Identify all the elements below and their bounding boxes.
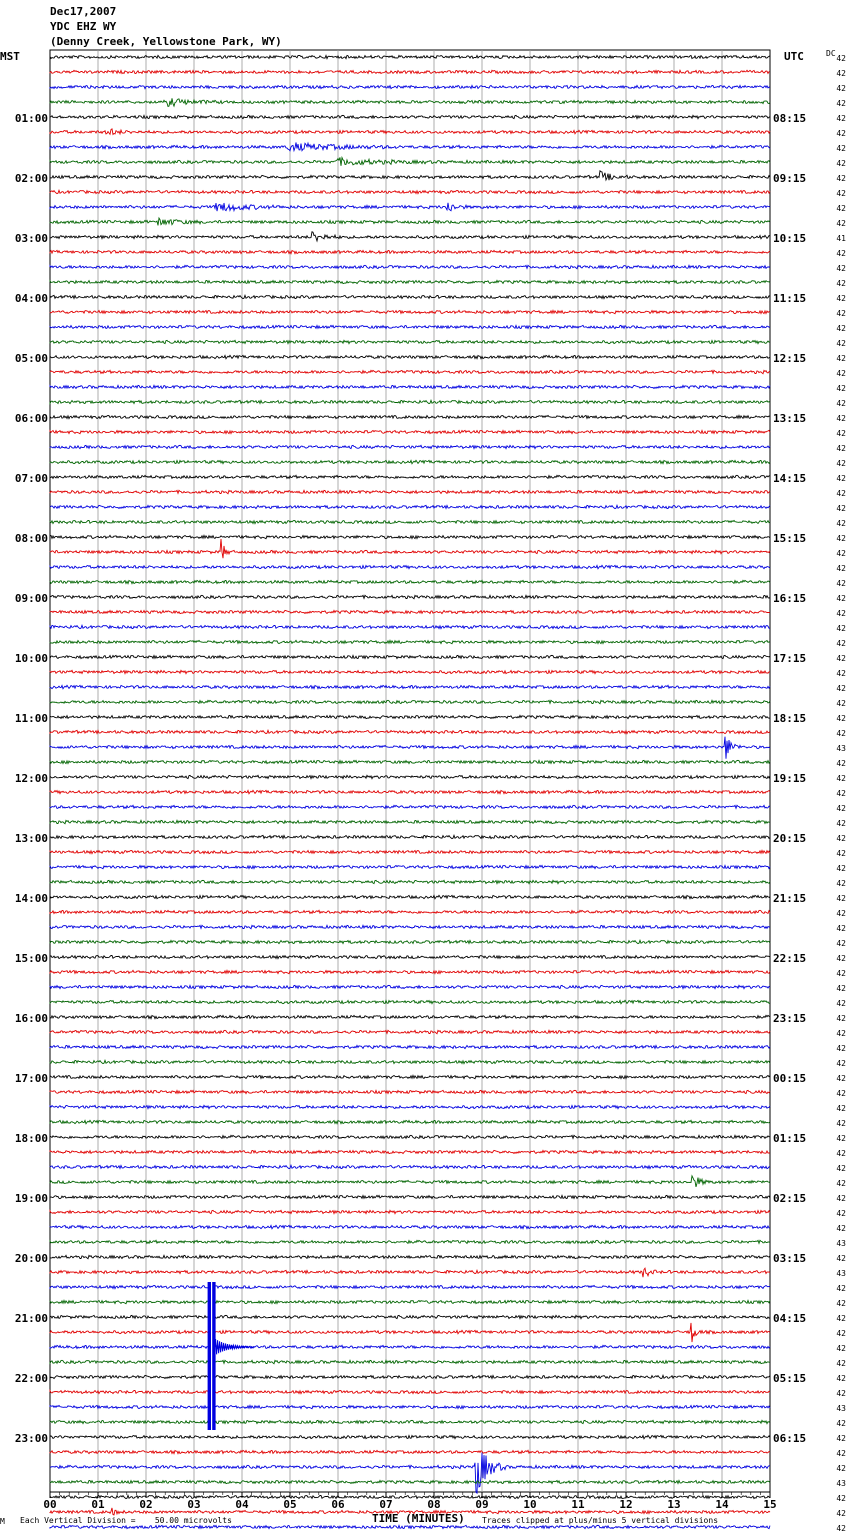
mst-hour-label: 14:00: [14, 892, 48, 905]
trace-line: [50, 955, 770, 958]
trace-line: [50, 115, 770, 118]
utc-hour-label: 09:15: [773, 172, 807, 185]
trace-line: [50, 1480, 770, 1483]
dc-offset-label: 42: [836, 174, 846, 183]
trace-line: [50, 760, 770, 763]
trace-line: [50, 820, 770, 823]
trace-line: [50, 1268, 770, 1277]
utc-hour-label: 22:15: [773, 952, 807, 965]
mst-hour-label: 09:00: [14, 592, 48, 605]
utc-hour-label: 08:15: [773, 112, 807, 125]
dc-offset-label: 42: [836, 729, 846, 738]
dc-offset-label: 42: [836, 249, 846, 258]
dc-offset-label: 42: [836, 369, 846, 378]
dc-offset-label: 42: [836, 1059, 846, 1068]
trace-line: [50, 640, 770, 643]
trace-line: [50, 325, 770, 328]
trace-line: [50, 1453, 770, 1493]
header-station: YDC EHZ WY: [50, 20, 117, 33]
dc-offset-label: 42: [836, 159, 846, 168]
trace-line: [50, 280, 770, 283]
mst-hour-label: 11:00: [14, 712, 48, 725]
trace-line: [50, 910, 770, 913]
trace-line: [50, 86, 770, 89]
dc-offset-label: 42: [836, 1494, 846, 1503]
trace-line: [50, 670, 770, 673]
dc-offset-label: 42: [836, 1509, 846, 1518]
trace-line: [50, 1225, 770, 1228]
dc-offset-label: 43: [836, 1239, 846, 1248]
header-date: Dec17,2007: [50, 5, 117, 18]
trace-line: [50, 490, 770, 493]
trace-line: [50, 505, 770, 508]
dc-offset-label: 42: [836, 1464, 846, 1473]
trace-line: [50, 355, 770, 358]
x-tick-label: 03: [187, 1498, 201, 1511]
mst-hour-label: 13:00: [14, 832, 48, 845]
trace-line: [50, 232, 770, 241]
trace-line: [50, 70, 770, 73]
trace-line: [50, 685, 770, 688]
dc-offset-label: 42: [836, 1194, 846, 1203]
trace-line: [50, 1075, 770, 1078]
dc-offset-label: 42: [836, 609, 846, 618]
mst-hour-label: 15:00: [14, 952, 48, 965]
trace-line: [50, 565, 770, 568]
dc-offset-label: 42: [836, 354, 846, 363]
dc-offset-label: 42: [836, 924, 846, 933]
trace-line: [50, 415, 770, 418]
x-tick-label: 00: [43, 1498, 57, 1511]
right-timezone-label: UTC: [784, 50, 804, 63]
trace-line: [50, 655, 770, 658]
mst-hour-label: 12:00: [14, 772, 48, 785]
trace-line: [50, 142, 770, 150]
utc-hour-label: 02:15: [773, 1192, 807, 1205]
trace-line: [50, 460, 770, 463]
dc-offset-label: 42: [836, 999, 846, 1008]
dc-offset-label: 42: [836, 834, 846, 843]
trace-line: [50, 400, 770, 403]
dc-offset-label: 42: [836, 1254, 846, 1263]
trace-line: [50, 1315, 770, 1318]
trace-line: [50, 880, 770, 883]
dc-offset-label: 42: [836, 1389, 846, 1398]
trace-line: [50, 715, 770, 718]
x-tick-label: 02: [139, 1498, 153, 1511]
dc-offset-label: 42: [836, 864, 846, 873]
dc-offset-label: 42: [836, 144, 846, 153]
trace-line: [50, 539, 770, 558]
trace-line: [50, 340, 770, 343]
mst-hour-label: 06:00: [14, 412, 48, 425]
dc-offset-label: 42: [836, 894, 846, 903]
dc-offset-label: 43: [836, 1269, 846, 1278]
dc-offset-label: 42: [836, 474, 846, 483]
dc-offset-label: 42: [836, 189, 846, 198]
utc-hour-label: 14:15: [773, 472, 807, 485]
trace-line: [50, 775, 770, 778]
utc-hour-label: 06:15: [773, 1432, 807, 1445]
dc-offset-label: 43: [836, 1404, 846, 1413]
x-axis-title: TIME (MINUTES): [372, 1512, 465, 1525]
trace-line: [50, 1240, 770, 1243]
dc-offset-label: 42: [836, 639, 846, 648]
trace-line: [50, 1420, 770, 1423]
dc-offset-label: 42: [836, 1314, 846, 1323]
trace-line: [50, 1210, 770, 1213]
dc-offset-label: 42: [836, 879, 846, 888]
utc-hour-label: 20:15: [773, 832, 807, 845]
trace-line: [50, 1135, 770, 1138]
dc-offset-label: 42: [836, 1119, 846, 1128]
utc-hour-label: 18:15: [773, 712, 807, 725]
dc-offset-label: 42: [836, 909, 846, 918]
dc-offset-label: 42: [836, 279, 846, 288]
trace-line: [50, 1090, 770, 1093]
dc-offset-label: 42: [836, 429, 846, 438]
trace-line: [50, 310, 770, 313]
left-timezone-label: MST: [0, 50, 20, 63]
dc-offset-label: 42: [836, 444, 846, 453]
dc-offset-label: 42: [836, 1164, 846, 1173]
mst-hour-label: 01:00: [14, 112, 48, 125]
trace-line: [50, 157, 770, 165]
dc-offset-label: 42: [836, 804, 846, 813]
trace-line: [50, 1060, 770, 1063]
dc-offset-label: 42: [836, 699, 846, 708]
utc-hour-label: 15:15: [773, 532, 807, 545]
dc-offset-label: 42: [836, 99, 846, 108]
trace-line: [50, 1150, 770, 1153]
trace-line: [50, 535, 770, 538]
utc-hour-label: 12:15: [773, 352, 807, 365]
trace-line: [50, 171, 770, 180]
trace-line: [50, 700, 770, 703]
utc-hour-label: 23:15: [773, 1012, 807, 1025]
trace-line: [50, 595, 770, 598]
utc-hour-label: 13:15: [773, 412, 807, 425]
trace-line: [50, 895, 770, 898]
utc-hour-label: 17:15: [773, 652, 807, 665]
dc-offset-label: 42: [836, 114, 846, 123]
trace-line: [50, 295, 770, 298]
utc-hour-label: 10:15: [773, 232, 807, 245]
dc-offset-label: 42: [836, 459, 846, 468]
dc-offset-label: 42: [836, 1344, 846, 1353]
dc-offset-label: 42: [836, 339, 846, 348]
trace-line: [50, 55, 770, 58]
dc-offset-label: 42: [836, 1524, 846, 1533]
trace-line: [50, 1495, 770, 1498]
x-tick-label: 11: [571, 1498, 585, 1511]
coda-wave: [216, 1339, 255, 1354]
x-tick-label: 12: [619, 1498, 633, 1511]
mst-hour-label: 07:00: [14, 472, 48, 485]
x-tick-label: 08: [427, 1498, 441, 1511]
trace-line: [50, 835, 770, 838]
x-tick-label: 04: [235, 1498, 249, 1511]
dc-offset-label: 42: [836, 849, 846, 858]
dc-offset-label: 42: [836, 129, 846, 138]
trace-line: [50, 1000, 770, 1003]
dc-offset-header: DC: [826, 49, 836, 58]
trace-line: [50, 218, 770, 225]
x-tick-label: 10: [523, 1498, 537, 1511]
trace-line: [50, 1165, 770, 1168]
trace-line: [50, 1405, 770, 1408]
dc-offset-label: 42: [836, 759, 846, 768]
trace-line: [50, 1300, 770, 1303]
mst-hour-label: 08:00: [14, 532, 48, 545]
dc-offset-label: 42: [836, 1224, 846, 1233]
mst-hour-label: 05:00: [14, 352, 48, 365]
trace-line: [50, 805, 770, 808]
dc-offset-label: 42: [836, 1149, 846, 1158]
trace-line: [50, 1255, 770, 1258]
dc-offset-label: 42: [836, 714, 846, 723]
dc-offset-label: 42: [836, 564, 846, 573]
dc-offset-label: 42: [836, 1089, 846, 1098]
trace-line: [50, 520, 770, 523]
trace-line: [50, 625, 770, 628]
trace-line: [50, 1015, 770, 1018]
dc-offset-label: 42: [836, 69, 846, 78]
trace-line: [50, 129, 770, 135]
utc-hour-label: 11:15: [773, 292, 807, 305]
trace-line: [50, 610, 770, 613]
trace-line: [50, 730, 770, 733]
dc-offset-label: 42: [836, 624, 846, 633]
trace-line: [50, 1120, 770, 1123]
trace-line: [50, 737, 770, 759]
dc-offset-label: 42: [836, 1104, 846, 1113]
utc-hour-label: 05:15: [773, 1372, 807, 1385]
dc-offset-label: 42: [836, 534, 846, 543]
dc-offset-label: 42: [836, 1299, 846, 1308]
x-tick-label: 15: [763, 1498, 777, 1511]
dc-offset-label: 42: [836, 1419, 846, 1428]
dc-offset-label: 42: [836, 399, 846, 408]
dc-offset-label: 42: [836, 504, 846, 513]
trace-line: [50, 1391, 770, 1394]
trace-line: [50, 1360, 770, 1363]
trace-line: [50, 1045, 770, 1048]
scale-note: Each Vertical Division = 50.00 microvolts: [20, 1516, 232, 1525]
utc-hour-label: 19:15: [773, 772, 807, 785]
trace-line: [50, 940, 770, 943]
utc-hour-label: 01:15: [773, 1132, 807, 1145]
trace-line: [50, 1323, 770, 1342]
trace-line: [50, 790, 770, 793]
dc-offset-label: 42: [836, 489, 846, 498]
x-tick-label: 07: [379, 1498, 393, 1511]
trace-line: [50, 1176, 770, 1187]
trace-line: [50, 1030, 770, 1033]
trace-line: [50, 445, 770, 448]
dc-offset-label: 42: [836, 669, 846, 678]
dc-offset-label: 42: [836, 684, 846, 693]
dc-offset-label: 42: [836, 1374, 846, 1383]
trace-line: [50, 190, 770, 193]
trace-line: [50, 265, 770, 268]
dc-offset-label: 42: [836, 324, 846, 333]
dc-offset-label: 42: [836, 984, 846, 993]
dc-offset-label: 42: [836, 1209, 846, 1218]
utc-hour-label: 04:15: [773, 1312, 807, 1325]
trace-line: [50, 865, 770, 868]
dc-offset-label: 42: [836, 204, 846, 213]
dc-offset-label: 42: [836, 1179, 846, 1188]
trace-line: [50, 475, 770, 478]
utc-hour-label: 03:15: [773, 1252, 807, 1265]
dc-offset-label: 42: [836, 939, 846, 948]
trace-line: [50, 850, 770, 853]
mst-hour-label: 20:00: [14, 1252, 48, 1265]
trace-line: [50, 925, 770, 928]
dc-offset-label: 42: [836, 954, 846, 963]
trace-line: [50, 385, 770, 388]
x-tick-label: 06: [331, 1498, 345, 1511]
mst-hour-label: 19:00: [14, 1192, 48, 1205]
trace-line: [50, 430, 770, 433]
header-location: (Denny Creek, Yellowstone Park, WY): [50, 35, 282, 48]
dc-offset-label: 42: [836, 519, 846, 528]
trace-line: [50, 98, 770, 106]
mst-hour-label: 16:00: [14, 1012, 48, 1025]
dc-offset-label: 42: [836, 1029, 846, 1038]
trace-line: [50, 580, 770, 583]
dc-offset-label: 42: [836, 264, 846, 273]
x-tick-label: 01: [91, 1498, 105, 1511]
dc-offset-label: 42: [836, 309, 846, 318]
trace-line: [50, 370, 770, 373]
mst-hour-label: 10:00: [14, 652, 48, 665]
dc-offset-label: 42: [836, 819, 846, 828]
dc-offset-label: 42: [836, 579, 846, 588]
utc-hour-label: 21:15: [773, 892, 807, 905]
mst-hour-label: 02:00: [14, 172, 48, 185]
dc-offset-label: 42: [836, 1329, 846, 1338]
utc-hour-label: 00:15: [773, 1072, 807, 1085]
dc-offset-label: 42: [836, 219, 846, 228]
dc-offset-label: 42: [836, 1074, 846, 1083]
trace-line: [50, 970, 770, 973]
trace-line: [50, 1105, 770, 1108]
trace-line: [50, 1195, 770, 1198]
x-tick-label: 09: [475, 1498, 489, 1511]
dc-offset-label: 42: [836, 384, 846, 393]
clip-note: Traces clipped at plus/minus 5 vertical divisions: [482, 1516, 719, 1525]
trace-line: [50, 1345, 770, 1348]
dc-offset-label: 42: [836, 1434, 846, 1443]
x-tick-label: 13: [667, 1498, 681, 1511]
dc-offset-label: 42: [836, 654, 846, 663]
mst-hour-label: 17:00: [14, 1072, 48, 1085]
dc-offset-label: 42: [836, 789, 846, 798]
dc-offset-label: 42: [836, 1044, 846, 1053]
dc-offset-label: 42: [836, 1014, 846, 1023]
mst-hour-label: 21:00: [14, 1312, 48, 1325]
mst-hour-label: 23:00: [14, 1432, 48, 1445]
dc-offset-label: 42: [836, 54, 846, 63]
x-tick-label: 05: [283, 1498, 297, 1511]
corner-mark: M: [0, 1517, 5, 1526]
trace-line: [50, 1435, 770, 1438]
dc-offset-label: 42: [836, 1359, 846, 1368]
dc-offset-label: 42: [836, 1449, 846, 1458]
dc-offset-label: 42: [836, 774, 846, 783]
dc-offset-label: 42: [836, 594, 846, 603]
trace-line: [50, 250, 770, 253]
dc-offset-label: 43: [836, 744, 846, 753]
x-tick-label: 14: [715, 1498, 729, 1511]
mst-hour-label: 04:00: [14, 292, 48, 305]
dc-offset-label: 42: [836, 1134, 846, 1143]
trace-line: [50, 1525, 770, 1528]
dc-offset-label: 42: [836, 414, 846, 423]
trace-line: [50, 1375, 770, 1378]
dc-offset-label: 43: [836, 1479, 846, 1488]
trace-line: [50, 985, 770, 988]
trace-line: [50, 1450, 770, 1453]
utc-hour-label: 16:15: [773, 592, 807, 605]
mst-hour-label: 22:00: [14, 1372, 48, 1385]
mst-hour-label: 18:00: [14, 1132, 48, 1145]
dc-offset-label: 42: [836, 84, 846, 93]
dc-offset-label: 42: [836, 294, 846, 303]
dc-offset-label: 41: [836, 234, 846, 243]
mst-hour-label: 03:00: [14, 232, 48, 245]
dc-offset-label: 42: [836, 969, 846, 978]
dc-offset-label: 42: [836, 1284, 846, 1293]
dc-offset-label: 42: [836, 549, 846, 558]
trace-line: [50, 1285, 770, 1288]
trace-line: [50, 203, 770, 211]
